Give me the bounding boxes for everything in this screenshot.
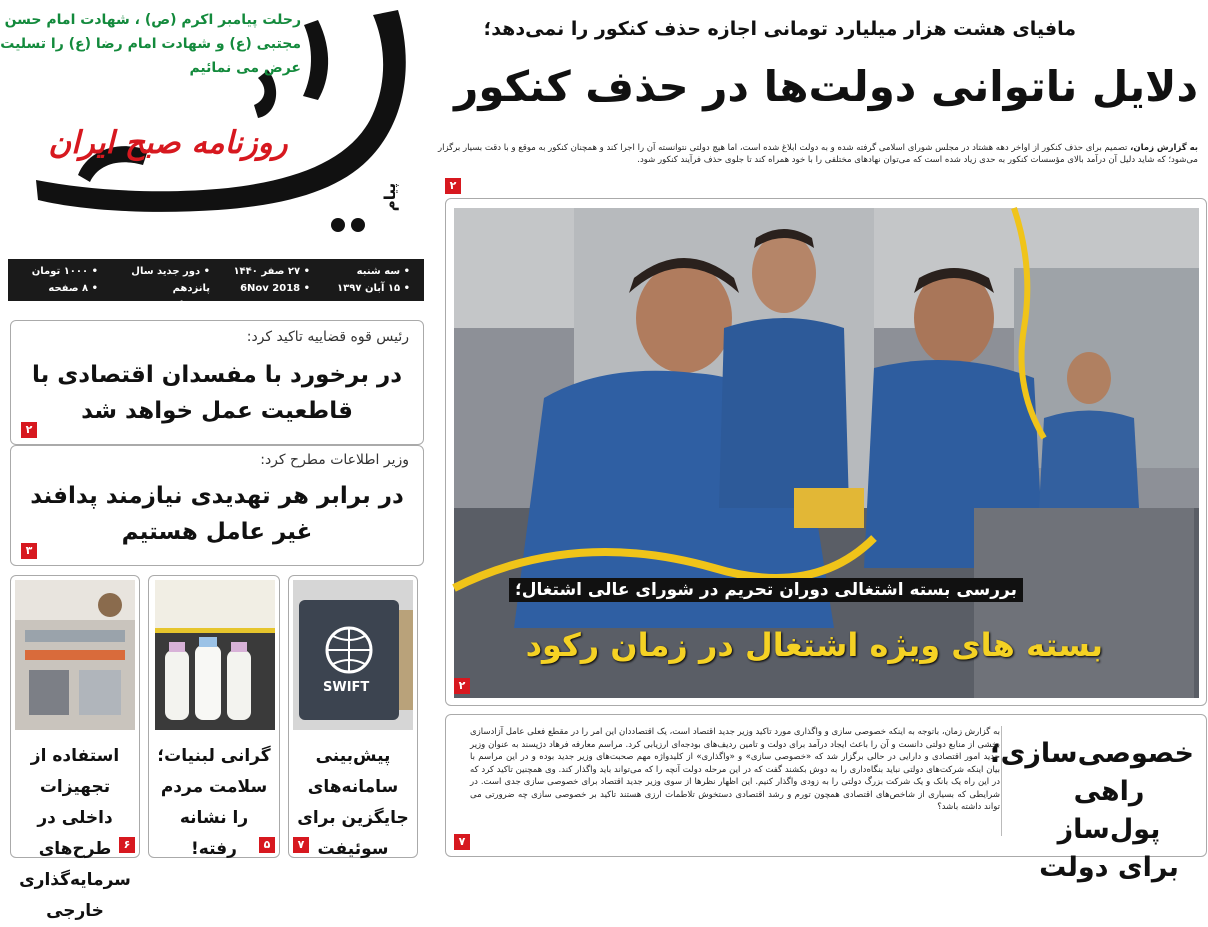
- news-column-equipment[interactable]: [10, 575, 140, 921]
- swift-label: SWIFT: [323, 680, 370, 695]
- page-number-badge: ۵: [259, 837, 275, 853]
- condolence-line: رحلت پیامبر اکرم (ص) ، شهادت امام حسن: [4, 12, 301, 28]
- lead-byline: به گزارش زمان،: [1130, 143, 1199, 153]
- info-day: • سه شنبه: [357, 266, 410, 277]
- news-box-intelligence[interactable]: [10, 445, 424, 566]
- main-headline[interactable]: دلایل ناتوانی دولت‌ها در حذف کنکور: [454, 62, 1198, 111]
- page-number-badge: ۷: [454, 834, 470, 850]
- page-number-badge: ۲: [21, 422, 37, 438]
- info-date: [310, 263, 410, 297]
- info-volume: • دور جدید سال پانزدهم: [131, 266, 210, 294]
- info-issue: [100, 263, 210, 314]
- info-price: [12, 263, 98, 297]
- milk-bottles-photo: [155, 580, 275, 730]
- info-issue-number: • شماره ۳۸۸۷: [140, 300, 210, 311]
- page-number-badge: ۲: [445, 178, 461, 194]
- condolence-line: عرض می نمائیم: [189, 60, 301, 76]
- factory-photo: [15, 580, 135, 730]
- photo-headline[interactable]: بسته های ویژه اشتغال در زمان رکود: [525, 626, 1103, 664]
- page-number-badge: ۶: [119, 837, 135, 853]
- news-headline[interactable]: در برخورد با مفسدان اقتصادی با قاطعیت عمل خواهد شد: [31, 362, 403, 424]
- privatization-body: به گزارش زمان، باتوجه به اینکه خصوصی سازی و واگذاری مورد تاکید وزیر جدید اقتصاد است، یک اقتصاددان این امر را در مقطع فعلی عامل آزادسازی بخشی از منابع دولتی دانست و آن را باعث ایجاد درآمد برای دولت و تامین ردیف‌های بودجه‌ای ارزیابی کرد. مراسم معارفه فرهاد دژپسند به عنوان وزیر جدید امور اقتصادی و دارایی در حالی برگزار شد که «خصوصی سازی» و «واگذاری» از کلیدواژه مهم صحبت‌های وزیر جدید بوده و در این مراسم با بیان اینکه شرکت‌های دولتی نباید بنگاه‌داری را به دوش بکشند گفت که در این مرحله دولت آنچه را که می‌تواند باید واگذار کند. وی همچنین تاکید کرد که در این راه یک بانک و یک شرکت بزرگ دولتی را به زودی واگذار کنیم. این اظهار نظرها از سوی وزیر جدید اقتصاد برای خصوصی سازی جدی است. در شرایطی که بسیاری از شاخص‌های اقتصادی همچون تورم و رشد اقتصادی دستخوش تلاطمات ارزی هستند تاکید بر خصوصی سازی چه ضرورتی می تواند داشته باشد؟: [470, 727, 1000, 812]
- news-kicker: وزیر اطلاعات مطرح کرد:: [260, 452, 409, 468]
- page-number-badge: ۲: [454, 678, 470, 694]
- lead-text: تصمیم برای حذف کنکور از اواخر دهه هشتاد در مجلس شورای اسلامی گرفته شده و به دولت ابلاغ شده است، اما هیچ دولتی نتوانسته آن را اجرا کند و همچنان کنکور به موقع و با دقت بسیار برگزار می‌شود؛ که شاید دلیل آن درآمد بالای مؤسسات کنکور به حدی زیاد شده است که می‌توان نهادهای مختلفی را با خود همراه کند تا جلوی حذف فرآیند کنکور شود.: [438, 143, 1198, 165]
- main-kicker: مافیای هشت هزار میلیارد تومانی اجازه حذف کنکور را نمی‌دهد؛: [483, 18, 1076, 40]
- news-kicker: رئیس قوه قضاییه تاکید کرد:: [246, 329, 409, 345]
- column-title[interactable]: گرانی لبنیات؛ سلامت مردم را نشانه رفته!: [157, 746, 271, 859]
- info-persian-date: • ۱۵ آبان ۱۳۹۷: [337, 283, 410, 294]
- column-title[interactable]: استفاده از تجهیزات داخلی در طرح‌های سرمایه‌گذاری خارجی: [19, 746, 131, 921]
- news-column-dairy[interactable]: [148, 575, 280, 858]
- news-box-judiciary[interactable]: [10, 320, 424, 445]
- main-lead: [438, 142, 1198, 166]
- privatization-headline[interactable]: خصوصی‌سازی؛ راهی پول‌ساز برای دولت: [989, 738, 1194, 883]
- condolence-line: مجتبی (ع) و شهادت امام رضا (ع) را تسلیت: [0, 36, 301, 52]
- page-number-badge: ۷: [293, 837, 309, 853]
- news-column-swift[interactable]: [288, 575, 418, 858]
- masthead: [0, 0, 438, 255]
- tagline: روزنامه صبح ایران: [48, 125, 288, 161]
- info-price-value: • ۱۰۰۰ تومان: [32, 266, 98, 277]
- column-title[interactable]: پیش‌بینی سامانه‌های جایگزین برای سوئیفت: [297, 746, 409, 859]
- page-number-badge: ۳: [21, 543, 37, 559]
- workers-photo: [454, 208, 1199, 698]
- swift-card-photo: [293, 580, 413, 730]
- condolence-notice: [0, 8, 301, 80]
- info-gregorian-date: • 6Nov 2018: [240, 283, 310, 294]
- logo-sub: پیام: [381, 182, 399, 212]
- photo-kicker: بررسی بسته اشتغالی دوران تحریم در شورای عالی اشتغال؛: [509, 578, 1023, 602]
- info-alt-date: [210, 263, 310, 297]
- news-headline[interactable]: در برابر هر تهدیدی نیازمند پدافند غیر عامل هستیم: [30, 483, 404, 545]
- info-page-count: • ۸ صفحه: [48, 283, 98, 294]
- info-hijri-date: • ۲۷ صفر ۱۴۴۰: [233, 266, 310, 277]
- issue-info-bar: [8, 259, 424, 311]
